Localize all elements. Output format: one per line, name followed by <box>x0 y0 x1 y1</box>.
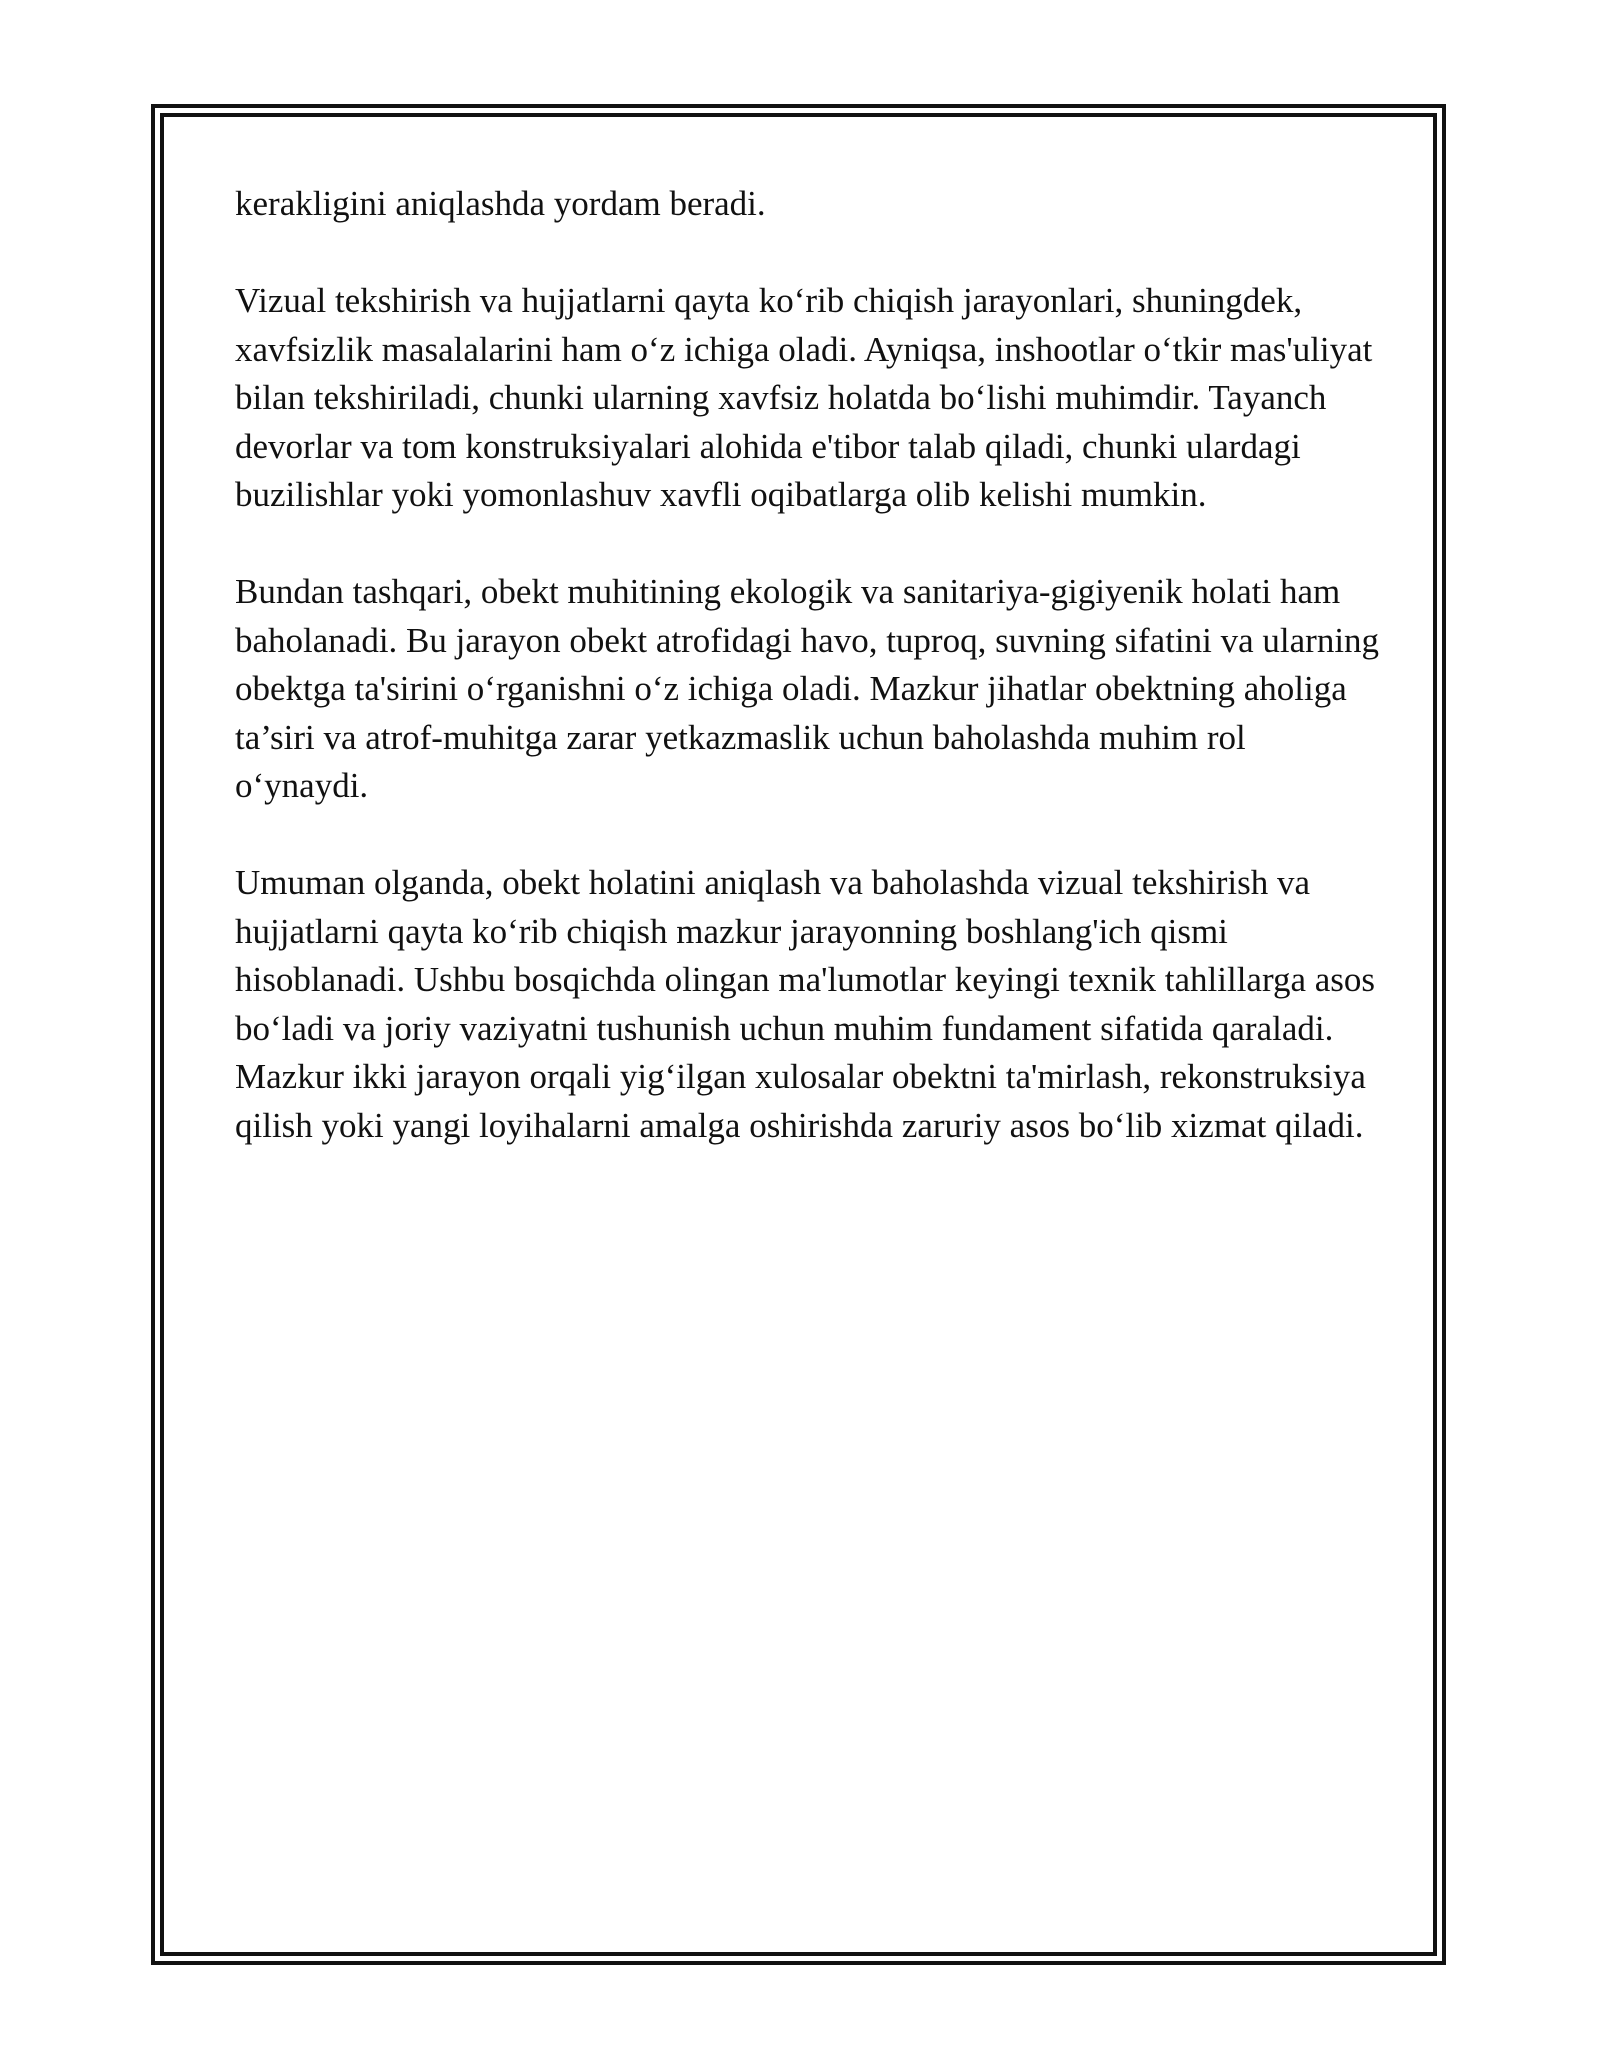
document-body <box>235 180 1385 1150</box>
paragraph-visual-inspection-safety: Vizual tekshirish va hujjatlarni qayta ko‘rib chiqish jarayonlari, shuningdek, xavfsizlik masalalarini ham o‘z ichiga oladi. Ayniqsa, inshootlar o‘tkir mas'uliyat bilan tekshiriladi, chunki ularning xavfsiz holatda bo‘lishi muhimdir. Tayanch devorlar va tom konstruksiyalari alohida e'tibor talab qiladi, chunki ulardagi buzilishlar yoki yomonlashuv xavfli oqibatlarga olib kelishi mumkin. <box>235 281 1373 514</box>
paragraph-continuation: kerakligini aniqlashda yordam beradi. <box>235 184 766 223</box>
paragraph-conclusion: Umuman olganda, obekt holatini aniqlash va baholashda vizual tekshirish va hujjatlarni qayta ko‘rib chiqish mazkur jarayonning boshlang'ich qismi hisoblanadi. Ushbu bosqichda olingan ma'lumotlar keyingi texnik tahlillarga asos bo‘ladi va joriy vaziyatni tushunish uchun muhim fundament sifatida qaraladi. Mazkur ikki jarayon orqali yig‘ilgan xulosalar obektni ta'mirlash, rekonstruksiya qilish yoki yangi loyihalarni amalga oshirishda zaruriy asos bo‘lib xizmat qiladi. <box>235 863 1376 1145</box>
paragraph-ecological-assessment: Bundan tashqari, obekt muhitining ekologik va sanitariya-gigiyenik holati ham baholanadi. Bu jarayon obekt atrofidagi havo, tuproq, suvning sifatini va ularning obektga ta'sirini o‘rganishni o‘z ichiga oladi. Mazkur jihatlar obektning aholiga ta’siri va atrof-muhitga zarar yetkazmaslik uchun baholashda muhim rol o‘ynaydi. <box>235 572 1380 805</box>
